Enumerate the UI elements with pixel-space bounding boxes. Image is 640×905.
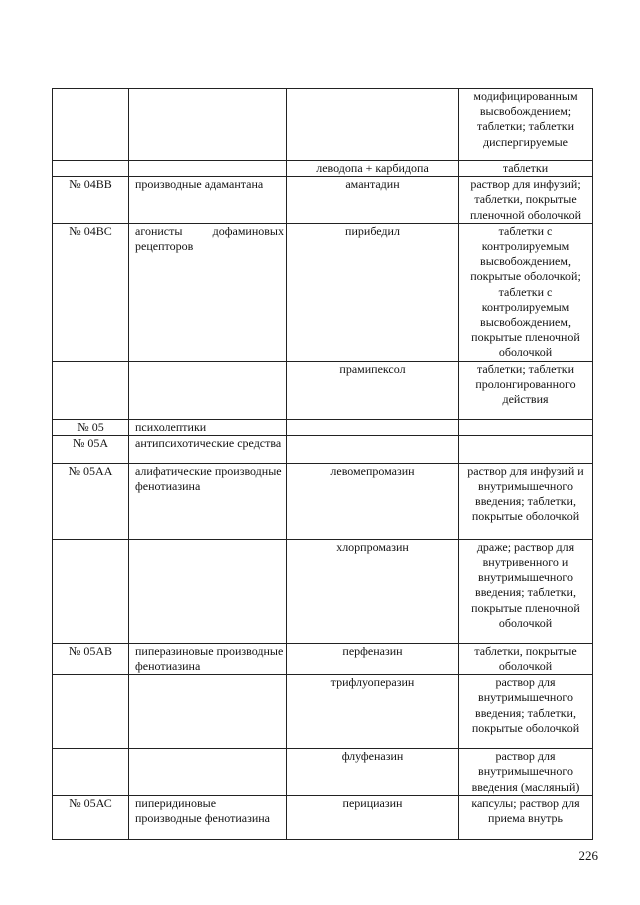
drug-name-cell: трифлуоперазин [287,675,459,749]
atc-code-cell: № 04ВВ [53,177,129,224]
group-name-cell: психолептики [129,419,287,435]
dosage-form-cell: раствор для инфузий и внутримышечного введения; таблетки, покрытые оболочкой [459,463,593,539]
group-name-cell: пиперидиновые производные фенотиазина [129,795,287,839]
dosage-form-cell: капсулы; раствор для приема внутрь [459,795,593,839]
table-row [53,361,593,419]
table-row [53,675,593,749]
table-row [53,435,593,463]
atc-code-cell [53,675,129,749]
drug-name-cell: флуфеназин [287,749,459,796]
atc-code-cell: № 05АС [53,795,129,839]
page-number: 226 [578,848,598,863]
group-name-cell [129,539,287,643]
table-row [53,463,593,539]
dosage-form-cell [459,419,593,435]
table-row [53,89,593,161]
atc-code-cell [53,161,129,177]
group-name-cell: пиперазиновые производные фенотиазина [129,643,287,674]
atc-code-cell: № 04ВС [53,223,129,361]
drug-name-cell: перициазин [287,795,459,839]
atc-code-cell [53,749,129,796]
atc-code-cell: № 05А [53,435,129,463]
drug-name-cell [287,435,459,463]
group-name-cell: алифатические производные фенотиазина [129,463,287,539]
table-row [53,539,593,643]
table-row [53,223,593,361]
drug-list-table [52,88,593,840]
group-name-cell: агонисты дофаминовых рецепторов [129,223,287,361]
group-name-cell [129,89,287,161]
group-name-cell [129,361,287,419]
atc-code-cell: № 05 [53,419,129,435]
dosage-form-cell: таблетки [459,161,593,177]
drug-name-cell [287,419,459,435]
atc-code-cell [53,361,129,419]
group-name-cell [129,161,287,177]
drug-name-cell: леводопа + карбидопа [287,161,459,177]
group-name-cell [129,749,287,796]
drug-name-cell: хлорпромазин [287,539,459,643]
dosage-form-cell: таблетки, покрытые оболочкой [459,643,593,674]
table-row [53,643,593,674]
table-row [53,749,593,796]
group-name-cell [129,675,287,749]
dosage-form-cell: таблетки; таблетки пролонгированного действия [459,361,593,419]
group-name-cell: антипсихотические средства [129,435,287,463]
dosage-form-cell: раствор для внутримышечного введения; таблетки, покрытые оболочкой [459,675,593,749]
dosage-form-cell: драже; раствор для внутривенного и внутримышечного введения; таблетки, покрытые пленочной оболочкой [459,539,593,643]
dosage-form-cell: раствор для инфузий; таблетки, покрытые пленочной оболочкой [459,177,593,224]
drug-name-cell: левомепромазин [287,463,459,539]
table-body [53,89,593,840]
drug-name-cell: прамипексол [287,361,459,419]
atc-code-cell [53,89,129,161]
drug-name-cell: перфеназин [287,643,459,674]
dosage-form-cell: модифицированным высвобождением; таблетки; таблетки диспергируемые [459,89,593,161]
group-name-cell: производные адамантана [129,177,287,224]
drug-name-cell [287,89,459,161]
table-row [53,419,593,435]
atc-code-cell [53,539,129,643]
drug-name-cell: амантадин [287,177,459,224]
table-row [53,795,593,839]
drug-name-cell: пирибедил [287,223,459,361]
table-row [53,177,593,224]
dosage-form-cell: раствор для внутримышечного введения (масляный) [459,749,593,796]
dosage-form-cell: таблетки с контролируемым высвобождением, покрытые оболочкой; таблетки с контролируемым высвобождением, покрытые пленочной оболочкой [459,223,593,361]
table-row [53,161,593,177]
atc-code-cell: № 05АА [53,463,129,539]
dosage-form-cell [459,435,593,463]
atc-code-cell: № 05АВ [53,643,129,674]
